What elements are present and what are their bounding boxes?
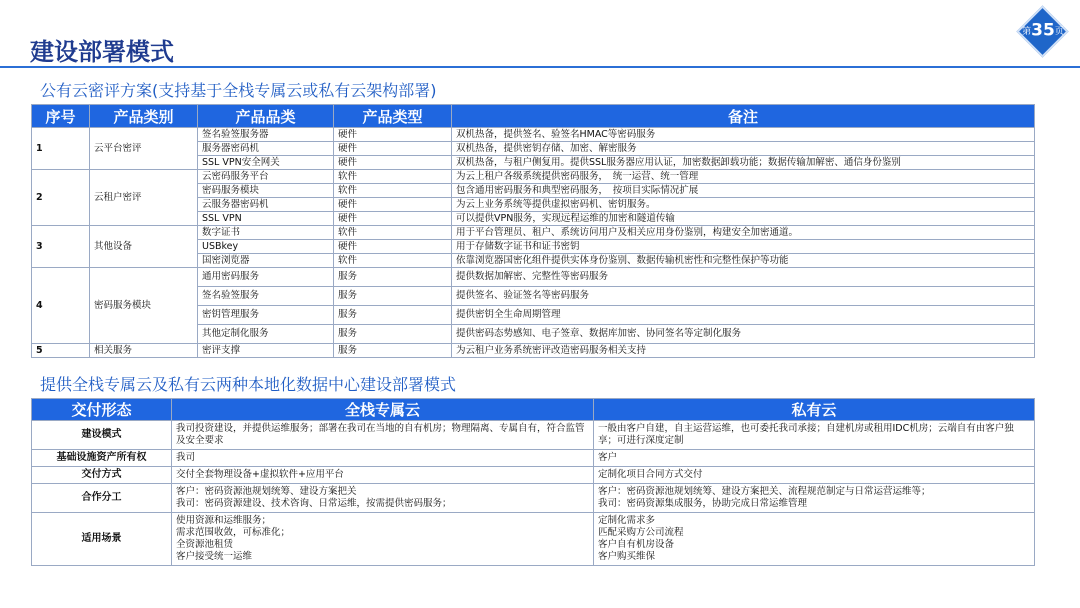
- header-cell: 备注: [452, 105, 1035, 128]
- product-row: [32, 128, 1035, 142]
- product-type: 软件: [334, 184, 452, 198]
- product-name: SSL VPN安全网关: [198, 156, 334, 170]
- title-divider: [0, 66, 1080, 68]
- product-type: 硬件: [334, 212, 452, 226]
- header-cell: 产品品类: [198, 105, 334, 128]
- private-cloud-cell: 一般由客户自建，自主运营运维，也可委托我司承接；自建机房或租用IDC机房；云端自有由客户独享；可进行深度定制: [594, 421, 1035, 450]
- product-name: 服务器密码机: [198, 142, 334, 156]
- product-note: 为云上业务系统等提供虚拟密码机、密钥服务。: [452, 198, 1035, 212]
- full-stack-cloud-cell: 客户：密码资源池规划统筹、建设方案把关 我司：密码资源建设、技术咨询、日常运维，按需提供密码服务；: [172, 484, 594, 513]
- header-cell: 产品类型: [334, 105, 452, 128]
- row-number: 1: [32, 128, 90, 170]
- header-cell: 交付形态: [32, 399, 172, 421]
- section2-title: 提供全栈专属云及私有云两种本地化数据中心建设部署模式: [40, 375, 457, 394]
- product-type: 软件: [334, 254, 452, 268]
- product-name: 密码服务模块: [198, 184, 334, 198]
- product-type: 硬件: [334, 198, 452, 212]
- product-type: 服务: [334, 325, 452, 344]
- product-table-header: [32, 105, 1035, 128]
- product-note: 提供密钥全生命周期管理: [452, 306, 1035, 325]
- page-title: 建设部署模式: [30, 38, 174, 66]
- deployment-table: [31, 398, 1035, 566]
- private-cloud-cell: 客户：密码资源池规划统筹、建设方案把关、流程规范制定与日常运营运维等； 我司：密码资源集成服务，协助完成日常运维管理: [594, 484, 1035, 513]
- product-name: 签名验签服务器: [198, 128, 334, 142]
- deployment-row: [32, 421, 1035, 450]
- product-category: 相关服务: [90, 344, 198, 358]
- product-name: 数字证书: [198, 226, 334, 240]
- product-name: 密评支撑: [198, 344, 334, 358]
- product-name: 云服务器密码机: [198, 198, 334, 212]
- row-number: 5: [32, 344, 90, 358]
- full-stack-cloud-cell: 使用资源和运维服务； 需求范围收敛，可标准化； 全资源池租赁 客户接受统一运维: [172, 513, 594, 566]
- product-category: 其他设备: [90, 226, 198, 268]
- full-stack-cloud-cell: 我司: [172, 450, 594, 467]
- product-row: [32, 170, 1035, 184]
- product-note: 可以提供VPN服务，实现远程运维的加密和隧道传输: [452, 212, 1035, 226]
- deployment-row-label: 适用场景: [32, 513, 172, 566]
- product-category: 密码服务模块: [90, 268, 198, 344]
- deployment-row: [32, 450, 1035, 467]
- product-type: 硬件: [334, 156, 452, 170]
- product-type: 硬件: [334, 142, 452, 156]
- product-name: 云密码服务平台: [198, 170, 334, 184]
- product-note: 双机热备，提供密钥存储、加密、解密服务: [452, 142, 1035, 156]
- product-name: 其他定制化服务: [198, 325, 334, 344]
- product-type: 服务: [334, 306, 452, 325]
- product-name: 密钥管理服务: [198, 306, 334, 325]
- private-cloud-cell: 客户: [594, 450, 1035, 467]
- row-number: 2: [32, 170, 90, 226]
- product-name: USBkey: [198, 240, 334, 254]
- product-note: 依靠浏览器国密化组件提供实体身份鉴别、数据传输机密性和完整性保护等功能: [452, 254, 1035, 268]
- private-cloud-cell: 定制化需求多 匹配采购方公司流程 客户自有机房设备 客户购买维保: [594, 513, 1035, 566]
- page-number: 35: [1031, 20, 1055, 41]
- product-note: 双机热备，与租户侧复用。提供SSL服务器应用认证，加密数据卸载功能；数据传输加解密、通信身份鉴别: [452, 156, 1035, 170]
- product-type: 服务: [334, 268, 452, 287]
- header-cell: 全栈专属云: [172, 399, 594, 421]
- page-suffix: 页: [1054, 27, 1064, 37]
- full-stack-cloud-cell: 交付全套物理设备+虚拟软件+应用平台: [172, 467, 594, 484]
- row-number: 3: [32, 226, 90, 268]
- product-name: SSL VPN: [198, 212, 334, 226]
- header-cell: 序号: [32, 105, 90, 128]
- product-type: 服务: [334, 287, 452, 306]
- product-note: 为云上租户各级系统提供密码服务， 统一运营、统一管理: [452, 170, 1035, 184]
- deployment-row: [32, 467, 1035, 484]
- product-note: 提供数据加解密、完整性等密码服务: [452, 268, 1035, 287]
- product-note: 提供密码态势感知、电子签章、数据库加密、协同签名等定制化服务: [452, 325, 1035, 344]
- product-type: 硬件: [334, 240, 452, 254]
- product-name: 签名验签服务: [198, 287, 334, 306]
- page-prefix: 第: [1022, 27, 1032, 37]
- product-table: [31, 104, 1035, 358]
- product-note: 双机热备，提供签名、验签名HMAC等密码服务: [452, 128, 1035, 142]
- deployment-row: [32, 513, 1035, 566]
- full-stack-cloud-cell: 我司投资建设，并提供运维服务；部署在我司在当地的自有机房；物理隔离、专属自有，符合监管及安全要求: [172, 421, 594, 450]
- deployment-row-label: 合作分工: [32, 484, 172, 513]
- product-note: 包含通用密码服务和典型密码服务， 按项目实际情况扩展: [452, 184, 1035, 198]
- deployment-table-header: [32, 399, 1035, 421]
- deployment-row-label: 基础设施资产所有权: [32, 450, 172, 467]
- product-note: 用于平台管理员、租户、系统访问用户及相关应用身份鉴别，构建安全加密通道。: [452, 226, 1035, 240]
- product-row: [32, 344, 1035, 358]
- product-name: 通用密码服务: [198, 268, 334, 287]
- product-note: 为云租户业务系统密评改造密码服务相关支持: [452, 344, 1035, 358]
- deployment-row-label: 交付方式: [32, 467, 172, 484]
- section1-title: 公有云密评方案(支持基于全栈专属云或私有云架构部署): [40, 81, 437, 100]
- product-note: 提供签名、验证签名等密码服务: [452, 287, 1035, 306]
- private-cloud-cell: 定制化项目合同方式交付: [594, 467, 1035, 484]
- product-category: 云租户密评: [90, 170, 198, 226]
- product-category: 云平台密评: [90, 128, 198, 170]
- header-cell: 私有云: [594, 399, 1035, 421]
- row-number: 4: [32, 268, 90, 344]
- product-type: 硬件: [334, 128, 452, 142]
- deployment-row: [32, 484, 1035, 513]
- product-note: 用于存储数字证书和证书密钥: [452, 240, 1035, 254]
- header-cell: 产品类别: [90, 105, 198, 128]
- product-name: 国密浏览器: [198, 254, 334, 268]
- product-type: 服务: [334, 344, 452, 358]
- product-type: 软件: [334, 226, 452, 240]
- product-type: 软件: [334, 170, 452, 184]
- product-row: [32, 268, 1035, 287]
- deployment-row-label: 建设模式: [32, 421, 172, 450]
- page-badge: [1017, 6, 1069, 58]
- product-row: [32, 226, 1035, 240]
